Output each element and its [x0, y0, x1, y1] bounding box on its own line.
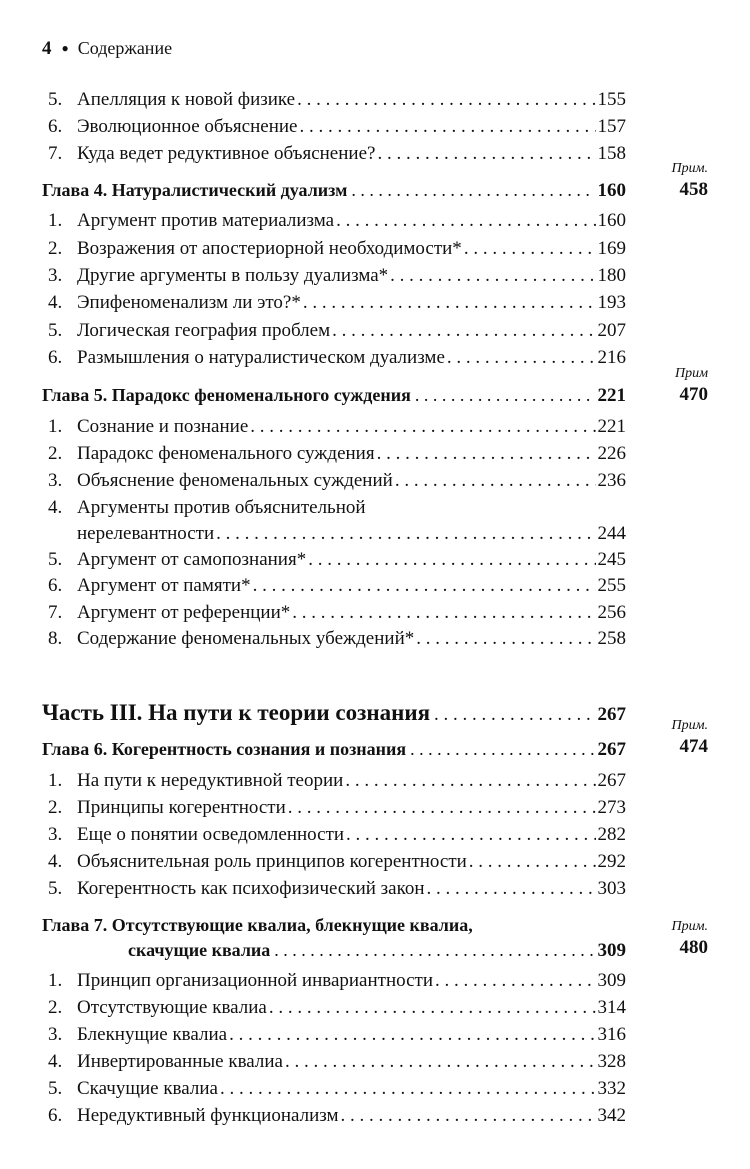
toc-entry: [0, 599, 750, 627]
part-page: 267: [597, 704, 626, 725]
entry-page: 332: [597, 1078, 626, 1099]
notes-label: Прим: [674, 366, 708, 381]
entry-title: Куда ведет редуктивное объяснение?: [77, 143, 376, 164]
chapter-title: Глава 7. Отсутствующие квалиа, блекнущие квалиа,: [42, 915, 473, 935]
leader-dots: [410, 735, 593, 763]
chapter-heading: [0, 735, 750, 763]
toc-entry: [0, 967, 750, 995]
entry-title: Аргументы против объяснительной: [77, 497, 366, 518]
entry-title: Сознание и познание: [77, 416, 249, 437]
part-title: Часть III. На пути к теории сознания: [42, 700, 431, 725]
leader-dots: [297, 86, 595, 114]
entry-number: 4.: [48, 851, 63, 872]
entry-number: 1.: [48, 416, 63, 437]
leader-dots: [377, 140, 595, 168]
entry-number: 6.: [48, 1105, 63, 1126]
entry-number: 2.: [48, 797, 63, 818]
entry-number: 1.: [48, 210, 63, 231]
toc-entry: [0, 1021, 750, 1049]
leader-dots: [345, 767, 595, 795]
entry-page: 328: [597, 1051, 626, 1072]
entry-title: Скачущие квалиа: [77, 1078, 218, 1099]
toc-entry-continuation: [0, 520, 750, 548]
entry-number: 1.: [48, 970, 63, 991]
entry-title: Другие аргументы в пользу дуализма*: [77, 265, 389, 286]
entry-number: 5.: [48, 878, 63, 899]
entry-title: Логическая география проблем: [77, 320, 331, 341]
entry-page: 226: [597, 443, 626, 464]
entry-title: Аргумент от референции*: [77, 602, 291, 623]
entry-page: 207: [597, 320, 626, 341]
entry-title: Инвертированные квалиа: [77, 1051, 283, 1072]
entry-title: Блекнущие квалиа: [77, 1024, 228, 1045]
notes-page: 480: [679, 937, 708, 958]
notes-label: Прим.: [671, 718, 708, 733]
leader-dots: [285, 1048, 596, 1076]
entry-page: 258: [597, 628, 626, 649]
page-number: 4: [42, 38, 52, 59]
entry-page: 245: [597, 549, 626, 570]
leader-dots: [336, 207, 595, 235]
entry-title: Парадокс феноменального суждения: [77, 443, 375, 464]
entry-number: 6.: [48, 347, 63, 368]
toc-entry: [0, 317, 750, 345]
entry-page: 273: [597, 797, 626, 818]
entry-page: 316: [597, 1024, 626, 1045]
entry-title: Содержание феноменальных убеждений*: [77, 628, 415, 649]
entry-title-continued: нерелевантности: [77, 523, 215, 544]
leader-dots: [416, 625, 595, 653]
notes-page: 470: [679, 384, 708, 405]
entry-number: 3.: [48, 265, 63, 286]
entry-title: Размышления о натуралистическом дуализме: [77, 347, 445, 368]
toc-entry: [0, 875, 750, 903]
notes-page: 458: [679, 179, 708, 200]
notes-label: Прим.: [671, 919, 708, 934]
bullet-icon: ●: [61, 41, 69, 55]
entry-page: 216: [597, 347, 626, 368]
chapter-page: 221: [597, 385, 626, 406]
entry-title: Отсутствующие квалиа: [77, 997, 267, 1018]
entry-number: 4.: [48, 1051, 63, 1072]
entry-title: Аргумент против материализма: [77, 210, 335, 231]
toc-entry: [0, 86, 750, 114]
entry-title: На пути к нередуктивной теории: [77, 770, 344, 791]
toc-entry: [0, 113, 750, 141]
leader-dots: [427, 875, 596, 903]
entry-number: 3.: [48, 824, 63, 845]
leader-dots: [346, 821, 595, 849]
toc-entry: [0, 494, 750, 522]
entry-page: 256: [597, 602, 626, 623]
leader-dots: [229, 1021, 595, 1049]
entry-title: Эволюционное объяснение: [77, 116, 298, 137]
entry-page: 221: [597, 416, 626, 437]
toc-entry: [0, 794, 750, 822]
toc-entry: [0, 848, 750, 876]
toc-entry: [0, 235, 750, 263]
leader-dots: [250, 413, 595, 441]
chapter-title-continued: скачущие квалиа: [128, 940, 271, 960]
toc-entry: [0, 625, 750, 653]
chapter-title: Глава 6. Когерентность сознания и познания: [42, 739, 407, 759]
entry-page: 292: [597, 851, 626, 872]
entry-number: 8.: [48, 628, 63, 649]
entry-number: 2.: [48, 997, 63, 1018]
chapter-heading: [0, 381, 750, 409]
entry-page: 157: [597, 116, 626, 137]
toc-entry: [0, 440, 750, 468]
running-header: [42, 36, 172, 62]
notes-page: 474: [679, 736, 708, 757]
entry-title: Объяснительная роль принципов когерентности: [77, 851, 467, 872]
leader-dots: [395, 467, 596, 495]
toc-entry: [0, 467, 750, 495]
chapter-heading: [0, 911, 750, 939]
chapter-heading: [0, 176, 750, 204]
toc-entry: [0, 994, 750, 1022]
leader-dots: [434, 699, 593, 731]
leader-dots: [288, 794, 596, 822]
entry-number: 3.: [48, 1024, 63, 1045]
entry-title: Когерентность как психофизический закон: [77, 878, 425, 899]
entry-number: 5.: [48, 1078, 63, 1099]
toc-entry: [0, 1102, 750, 1130]
entry-number: 5.: [48, 320, 63, 341]
toc-entry: [0, 413, 750, 441]
entry-page: 236: [597, 470, 626, 491]
toc-entry: [0, 821, 750, 849]
entry-page: 303: [597, 878, 626, 899]
entry-title: Аргумент от самопознания*: [77, 549, 307, 570]
entry-page: 169: [597, 238, 626, 259]
entry-page: 309: [597, 970, 626, 991]
entry-title: Эпифеноменализм ли это?*: [77, 292, 301, 313]
entry-number: 2.: [48, 238, 63, 259]
entry-title: Принципы когерентности: [77, 797, 286, 818]
leader-dots: [332, 317, 595, 345]
leader-dots: [274, 936, 593, 964]
entry-title: Возражения от апостериорной необходимости*: [77, 238, 462, 259]
entry-page: 255: [597, 575, 626, 596]
entry-number: 3.: [48, 470, 63, 491]
toc-entry: [0, 289, 750, 317]
leader-dots: [435, 967, 595, 995]
entry-page: 267: [597, 770, 626, 791]
entry-page: 314: [597, 997, 626, 1018]
entry-page: 244: [597, 523, 626, 544]
entry-number: 4.: [48, 292, 63, 313]
toc-entry: [0, 546, 750, 574]
entry-title: Принцип организационной инвариантности: [77, 970, 434, 991]
leader-dots: [253, 572, 596, 600]
chapter-page: 160: [597, 180, 626, 201]
entry-number: 4.: [48, 497, 63, 518]
chapter-page: 267: [597, 739, 626, 760]
leader-dots: [464, 235, 596, 263]
entry-number: 1.: [48, 770, 63, 791]
entry-page: 180: [597, 265, 626, 286]
entry-page: 160: [597, 210, 626, 231]
leader-dots: [269, 994, 596, 1022]
toc-entry: [0, 1075, 750, 1103]
leader-dots: [447, 344, 596, 372]
chapter-title: Глава 4. Натуралистический дуализм: [42, 180, 348, 200]
running-title: Содержание: [77, 38, 173, 58]
entry-page: 193: [597, 292, 626, 313]
leader-dots: [341, 1102, 596, 1130]
leader-dots: [351, 176, 593, 204]
entry-title: Аргумент от памяти*: [77, 575, 251, 596]
leader-dots: [469, 848, 596, 876]
toc-entry: [0, 1048, 750, 1076]
entry-number: 7.: [48, 143, 63, 164]
entry-page: 155: [597, 89, 626, 110]
leader-dots: [415, 381, 594, 409]
entry-number: 7.: [48, 602, 63, 623]
chapter-title: Глава 5. Парадокс феноменального суждения: [42, 385, 411, 405]
entry-title: Нередуктивный функционализм: [77, 1105, 339, 1126]
leader-dots: [220, 1075, 596, 1103]
leader-dots: [377, 440, 596, 468]
chapter-heading-continuation: [0, 936, 750, 964]
leader-dots: [308, 546, 595, 574]
toc-entry: [0, 262, 750, 290]
chapter-page: 309: [597, 940, 626, 961]
leader-dots: [390, 262, 595, 290]
leader-dots: [303, 289, 596, 317]
leader-dots: [292, 599, 595, 627]
leader-dots: [299, 113, 595, 141]
entry-title: Апелляция к новой физике: [77, 89, 296, 110]
entry-number: 2.: [48, 443, 63, 464]
leader-dots: [216, 520, 595, 548]
toc-entry: [0, 572, 750, 600]
entry-page: 158: [597, 143, 626, 164]
entry-title: Еще о понятии осведомленности: [77, 824, 345, 845]
toc-entry: [0, 207, 750, 235]
entry-number: 6.: [48, 116, 63, 137]
notes-label: Прим.: [671, 161, 708, 176]
entry-page: 342: [597, 1105, 626, 1126]
entry-number: 6.: [48, 575, 63, 596]
entry-number: 5.: [48, 549, 63, 570]
toc-entry: [0, 767, 750, 795]
entry-title: Объяснение феноменальных суждений: [77, 470, 393, 491]
entry-number: 5.: [48, 89, 63, 110]
entry-page: 282: [597, 824, 626, 845]
